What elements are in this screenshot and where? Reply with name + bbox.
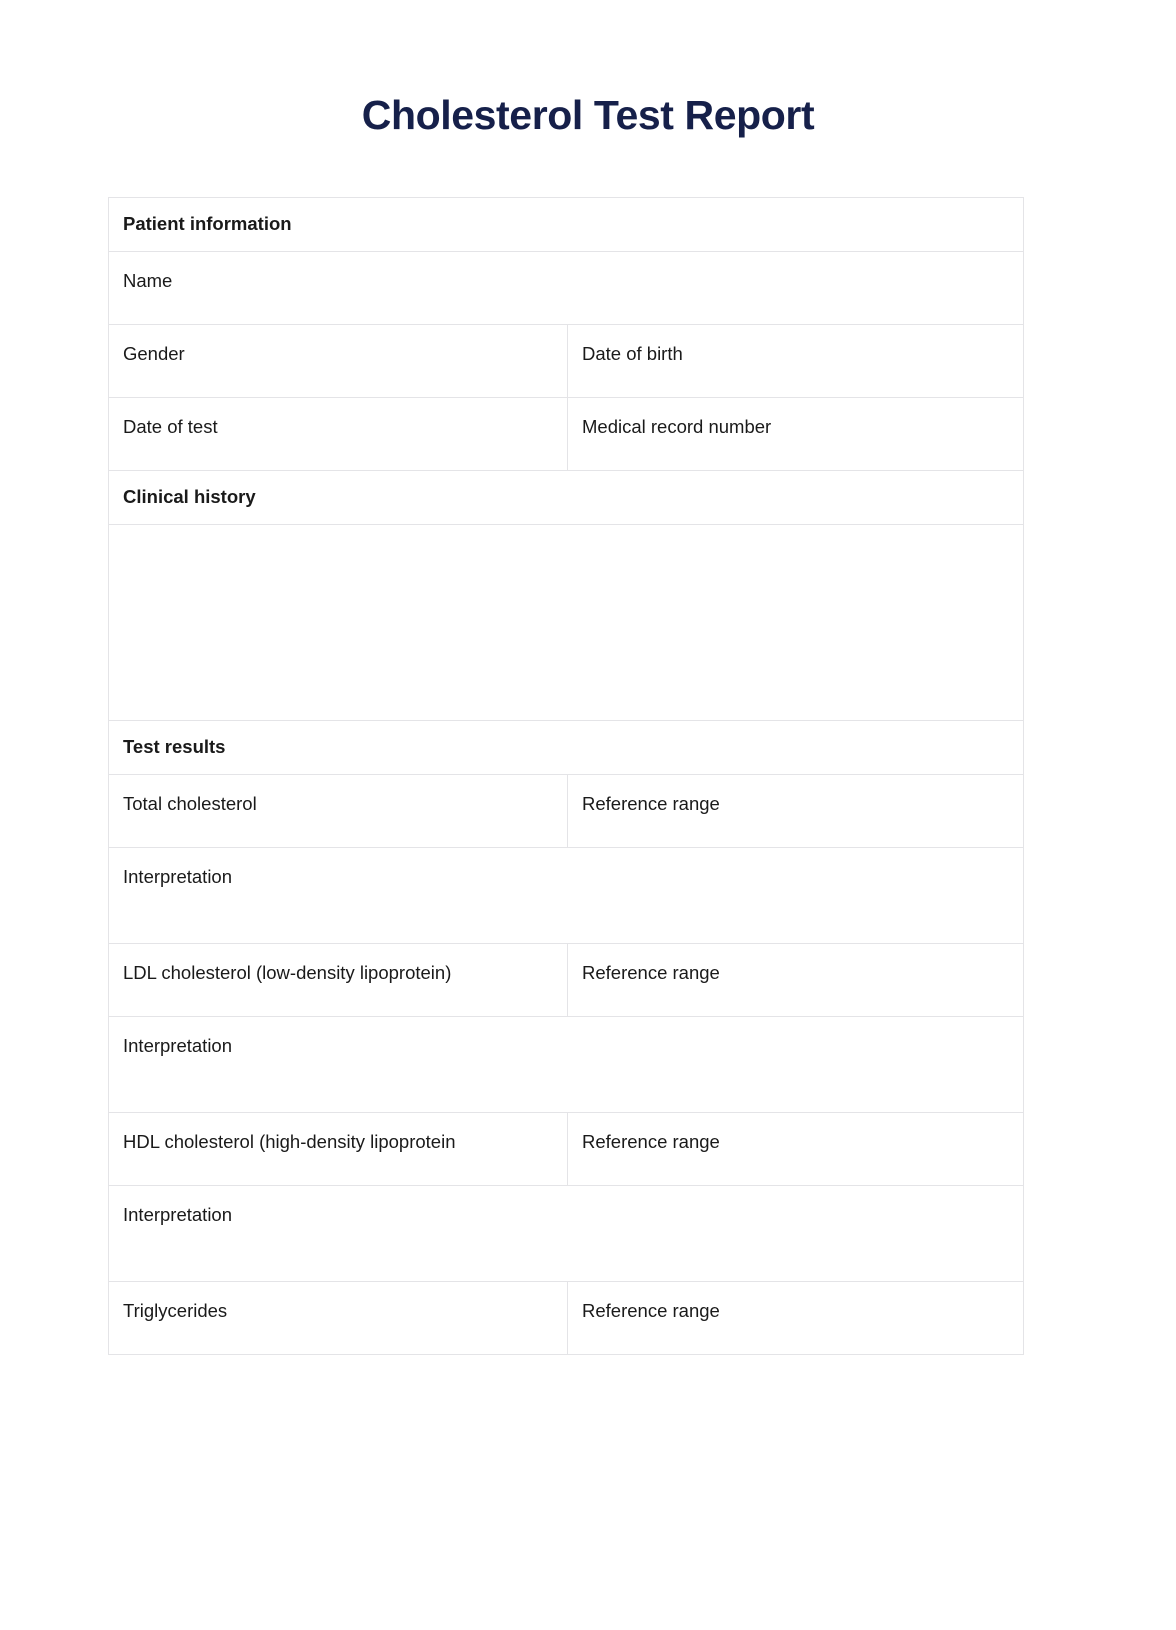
reference-range-ldl-cholesterol[interactable]: Reference range	[568, 943, 1024, 1016]
table-row-ldl-cholesterol	[109, 943, 1024, 1016]
table-row-total-cholesterol	[109, 774, 1024, 847]
field-label-gender[interactable]: Gender	[109, 324, 568, 397]
page-title: Cholesterol Test Report	[361, 92, 815, 138]
table-row-triglycerides	[109, 1281, 1024, 1354]
field-label-date-of-birth[interactable]: Date of birth	[568, 324, 1024, 397]
section-header-row-clinical-history	[109, 470, 1024, 524]
table-row-interpretation-total-cholesterol	[109, 847, 1024, 943]
table-row-clinical-history-body	[109, 524, 1024, 720]
section-heading-test-results: Test results	[109, 720, 1024, 774]
section-heading-clinical-history: Clinical history	[109, 470, 1024, 524]
analyte-label-ldl-cholesterol[interactable]: LDL cholesterol (low-density lipoprotein)	[109, 943, 568, 1016]
reference-range-total-cholesterol[interactable]: Reference range	[568, 774, 1024, 847]
analyte-label-total-cholesterol[interactable]: Total cholesterol	[109, 774, 568, 847]
table-row-interpretation-ldl-cholesterol	[109, 1016, 1024, 1112]
reference-range-triglycerides[interactable]: Reference range	[568, 1281, 1024, 1354]
table-row-name	[109, 251, 1024, 324]
section-header-row-patient-information	[109, 198, 1024, 252]
table-row-gender-dob	[109, 324, 1024, 397]
section-heading-patient-information: Patient information	[109, 198, 1024, 252]
analyte-label-triglycerides[interactable]: Triglycerides	[109, 1281, 568, 1354]
reference-range-hdl-cholesterol[interactable]: Reference range	[568, 1112, 1024, 1185]
interpretation-label-ldl-cholesterol[interactable]: Interpretation	[109, 1016, 1024, 1112]
field-label-date-of-test[interactable]: Date of test	[109, 397, 568, 470]
interpretation-label-hdl-cholesterol[interactable]: Interpretation	[109, 1185, 1024, 1281]
cholesterol-report-table	[108, 197, 1024, 1355]
field-label-medical-record-number[interactable]: Medical record number	[568, 397, 1024, 470]
clinical-history-input-area[interactable]	[109, 524, 1024, 720]
table-row-interpretation-hdl-cholesterol	[109, 1185, 1024, 1281]
table-row-hdl-cholesterol	[109, 1112, 1024, 1185]
analyte-label-hdl-cholesterol[interactable]: HDL cholesterol (high-density lipoprotein	[109, 1112, 568, 1185]
section-header-row-test-results	[109, 720, 1024, 774]
table-row-date-of-test-mrn	[109, 397, 1024, 470]
field-label-name[interactable]: Name	[109, 251, 1024, 324]
interpretation-label-total-cholesterol[interactable]: Interpretation	[109, 847, 1024, 943]
